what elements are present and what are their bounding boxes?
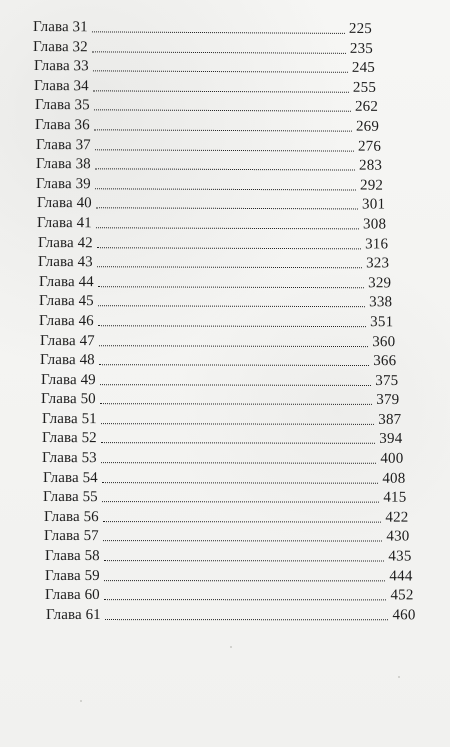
dot-leader xyxy=(96,227,359,229)
chapter-label: Глава 61 xyxy=(45,606,101,623)
chapter-label: Глава 31 xyxy=(32,19,88,36)
toc-entry xyxy=(36,175,383,196)
page-number: 379 xyxy=(376,392,400,409)
toc-entry xyxy=(42,449,403,469)
dot-leader xyxy=(93,110,350,112)
dot-leader xyxy=(103,521,382,522)
chapter-label: Глава 38 xyxy=(35,156,91,173)
toc-entry xyxy=(45,567,413,587)
page-number: 316 xyxy=(364,235,388,252)
page-number: 444 xyxy=(389,568,413,585)
dot-leader xyxy=(97,266,362,268)
toc-entry xyxy=(40,351,396,372)
toc-entry xyxy=(41,371,398,392)
chapter-label: Глава 42 xyxy=(37,234,93,251)
dot-leader xyxy=(104,599,387,600)
paper-speck xyxy=(230,646,232,648)
toc-entry xyxy=(39,292,392,313)
dot-leader xyxy=(93,71,348,73)
toc-entry xyxy=(39,273,391,294)
dot-leader xyxy=(95,188,356,190)
page-number: 351 xyxy=(370,314,394,331)
dot-leader xyxy=(92,31,345,34)
page-number: 394 xyxy=(379,431,403,448)
chapter-label: Глава 44 xyxy=(38,273,94,290)
toc-entry xyxy=(36,136,381,157)
page-number: 366 xyxy=(373,353,397,370)
page-number: 387 xyxy=(377,411,402,428)
chapter-label: Глава 39 xyxy=(36,175,92,193)
toc-entry xyxy=(41,390,399,411)
toc-entry xyxy=(43,469,405,489)
chapter-label: Глава 50 xyxy=(41,391,96,408)
dot-leader xyxy=(97,286,363,288)
page-number: 262 xyxy=(354,99,378,116)
toc-entry xyxy=(37,214,386,235)
chapter-label: Глава 36 xyxy=(35,116,90,134)
dot-leader xyxy=(100,423,374,425)
page-number: 245 xyxy=(351,60,375,77)
chapter-label: Глава 57 xyxy=(44,528,99,545)
toc-entry xyxy=(36,155,382,176)
chapter-label: Глава 58 xyxy=(44,548,100,565)
toc-entry xyxy=(35,116,379,137)
chapter-label: Глава 37 xyxy=(35,136,91,153)
paper-speck xyxy=(80,700,82,702)
dot-leader xyxy=(102,501,380,503)
page-number: 308 xyxy=(363,216,387,233)
toc-entry xyxy=(44,508,409,528)
chapter-label: Глава 47 xyxy=(39,332,95,349)
toc-entry xyxy=(33,18,372,40)
dot-leader xyxy=(94,129,352,131)
dot-leader xyxy=(99,364,369,366)
toc-entry xyxy=(42,410,401,431)
chapter-label: Глава 41 xyxy=(37,214,93,232)
page-number: 235 xyxy=(350,40,374,57)
page-number: 329 xyxy=(367,274,391,292)
page-number: 360 xyxy=(372,333,396,350)
chapter-label: Глава 55 xyxy=(43,489,99,506)
page-number: 255 xyxy=(353,79,377,96)
dot-leader xyxy=(104,580,386,581)
page-number: 283 xyxy=(358,157,383,174)
dot-leader xyxy=(100,384,371,386)
chapter-label: Глава 59 xyxy=(45,567,100,584)
dot-leader xyxy=(98,325,366,327)
chapter-label: Глава 54 xyxy=(42,469,98,486)
page-number: 430 xyxy=(386,528,410,546)
dot-leader xyxy=(105,619,389,620)
chapter-label: Глава 53 xyxy=(42,450,98,467)
chapter-label: Глава 60 xyxy=(45,587,101,604)
chapter-label: Глава 45 xyxy=(38,293,94,310)
page-number: 435 xyxy=(388,548,412,565)
page-number: 338 xyxy=(369,294,393,311)
page-number: 269 xyxy=(356,118,380,135)
chapter-label: Глава 32 xyxy=(33,38,89,55)
dot-leader xyxy=(103,560,384,561)
toc-entry xyxy=(46,606,416,626)
toc-entry xyxy=(42,429,402,449)
toc-entry xyxy=(33,38,373,60)
dot-leader xyxy=(94,149,353,151)
toc-entry xyxy=(34,77,376,99)
toc-entry xyxy=(38,253,389,274)
page-number: 415 xyxy=(383,489,407,506)
page-number: 460 xyxy=(392,607,416,624)
dot-leader xyxy=(101,462,377,464)
toc-entry xyxy=(39,312,393,333)
toc-entry xyxy=(44,527,410,547)
page-number: 408 xyxy=(382,470,406,487)
dot-leader xyxy=(98,306,365,308)
chapter-label: Глава 48 xyxy=(40,352,96,369)
dot-leader xyxy=(92,51,346,54)
toc-entry xyxy=(43,488,407,508)
page-number: 375 xyxy=(374,372,399,389)
dot-leader xyxy=(101,443,376,445)
chapter-label: Глава 52 xyxy=(41,430,97,447)
chapter-label: Глава 43 xyxy=(38,254,93,271)
toc-entry xyxy=(34,57,375,79)
page-number: 292 xyxy=(360,177,384,194)
page-number: 225 xyxy=(348,20,373,38)
dot-leader xyxy=(96,247,360,249)
page-number: 422 xyxy=(385,509,409,526)
chapter-label: Глава 51 xyxy=(41,410,97,428)
paper-speck xyxy=(398,676,400,678)
dot-leader xyxy=(96,208,358,210)
chapter-label: Глава 40 xyxy=(36,195,92,212)
page-number: 452 xyxy=(390,587,415,604)
toc-entry xyxy=(38,234,388,255)
chapter-label: Глава 34 xyxy=(34,77,90,95)
chapter-label: Глава 33 xyxy=(33,58,89,75)
dot-leader xyxy=(102,482,379,484)
page-number: 323 xyxy=(366,255,390,272)
page-number: 276 xyxy=(357,138,381,155)
dot-leader xyxy=(99,345,368,347)
toc-entry xyxy=(45,586,414,606)
dot-leader xyxy=(95,168,355,170)
chapter-label: Глава 56 xyxy=(43,508,99,525)
chapter-label: Глава 35 xyxy=(34,97,90,114)
dot-leader xyxy=(103,541,383,542)
dot-leader xyxy=(93,90,349,92)
table-of-contents xyxy=(0,18,450,625)
dot-leader xyxy=(100,403,372,405)
page-number: 301 xyxy=(361,196,386,213)
toc-entry xyxy=(40,332,395,353)
toc-entry xyxy=(45,547,412,567)
chapter-label: Глава 49 xyxy=(40,371,96,388)
page-number: 400 xyxy=(380,450,404,467)
toc-entry xyxy=(35,96,378,117)
toc-entry xyxy=(37,194,385,215)
chapter-label: Глава 46 xyxy=(39,312,95,330)
